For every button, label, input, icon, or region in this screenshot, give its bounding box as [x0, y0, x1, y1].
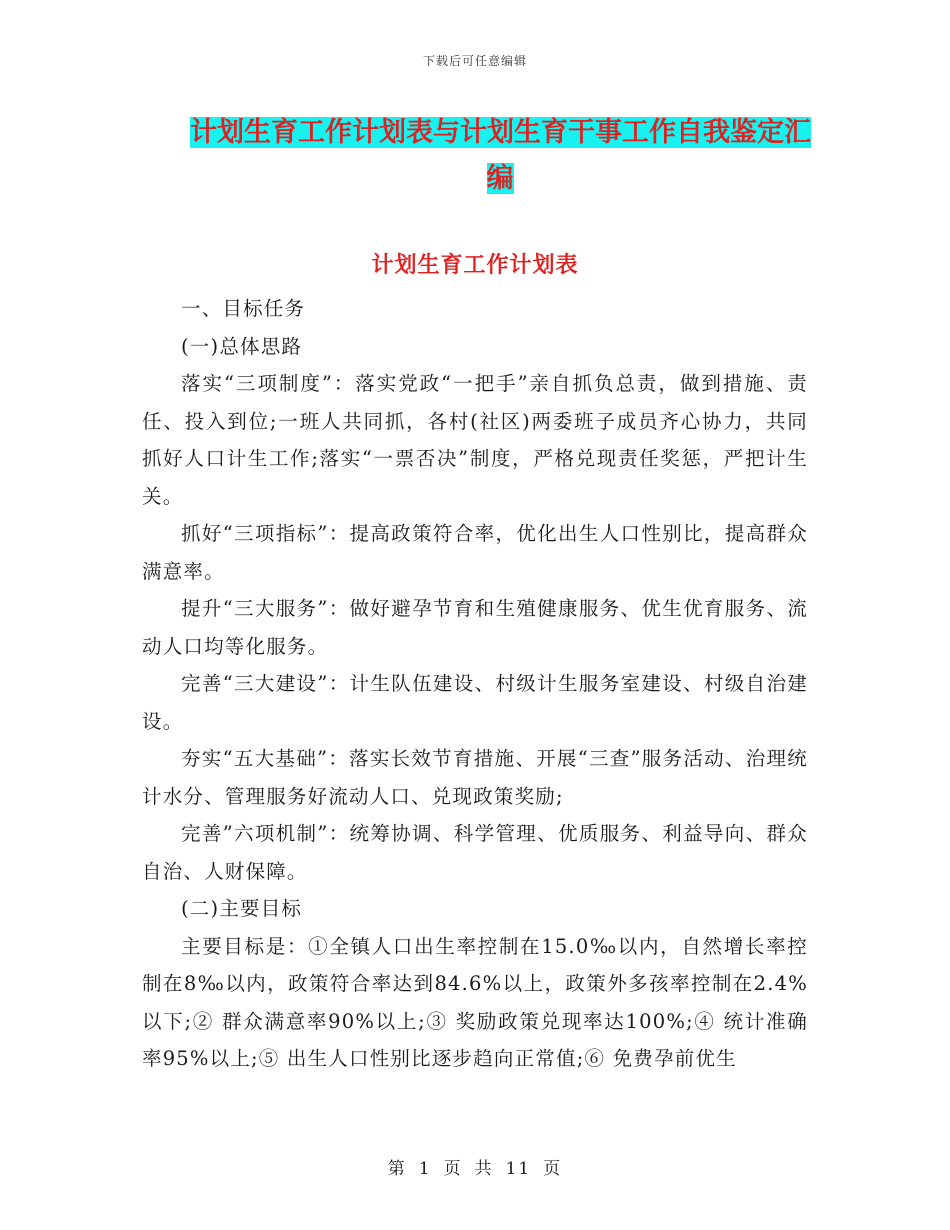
paragraph: 落实“三项制度”：落实党政“一把手”亲自抓负总责，做到措施、责任、投入到位;一班人共同抓，各村(社区)两委班子成员齐心协力，共同抓好人口计生工作;落实“一票否决”制度，严格兑现责任奖惩，严把计生关。: [142, 372, 808, 508]
page-footer: [0, 1154, 950, 1179]
title-highlight-1: 计划生育工作计划表与计划生育干事工作自我鉴定汇: [190, 117, 811, 148]
footer-prefix: 第: [387, 1159, 407, 1179]
title-highlight-2: 编: [486, 163, 514, 194]
paragraph: 夯实“五大基础”：落实长效节育措施、开展“三查”服务活动、治理统计水分、管理服务好流动人口、兑现政策奖励;: [142, 747, 808, 808]
paragraph: (二)主要目标: [181, 897, 303, 920]
section-title: 计划生育工作计划表: [371, 253, 579, 278]
paragraph: 一、目标任务: [181, 297, 306, 320]
paragraph: 抓好“三项指标”：提高政策符合率，优化出生人口性别比，提高群众满意率。: [142, 522, 808, 583]
paragraph: 完善“三大建设”：计生队伍建设、村级计生服务室建设、村级自治建设。: [142, 672, 808, 733]
title-line-1: [190, 110, 810, 156]
footer-total-prefix: 共: [474, 1159, 494, 1179]
header-note: 下载后可任意编辑: [422, 54, 527, 68]
body-text: [142, 290, 808, 1078]
title-line-2: [190, 156, 810, 202]
page-number: 1: [418, 1159, 432, 1179]
footer-page-label: 页: [443, 1159, 463, 1179]
page-total: 11: [505, 1159, 532, 1179]
footer-suffix: 页: [543, 1159, 563, 1179]
paragraph: 主要目标是：①全镇人口出生率控制在15.0‰以内，自然增长率控制在8‰以内，政策符合率达到84.6%以上，政策外多孩率控制在2.4%以下;② 群众满意率90%以上;③ 奖励政策兑现率达100%;④ 统计准确率95%以上;⑤ 出生人口性别比逐步趋向正常值;⑥ 免费孕前优生: [142, 934, 808, 1070]
paragraph: 提升“三大服务”：做好避孕节育和生殖健康服务、优生优育服务、流动人口均等化服务。: [142, 597, 808, 658]
paragraph: (一)总体思路: [181, 334, 303, 358]
paragraph: 完善”六项机制”：统筹协调、科学管理、优质服务、利益导向、群众自治、人财保障。: [142, 822, 808, 883]
document-title: [190, 110, 810, 202]
